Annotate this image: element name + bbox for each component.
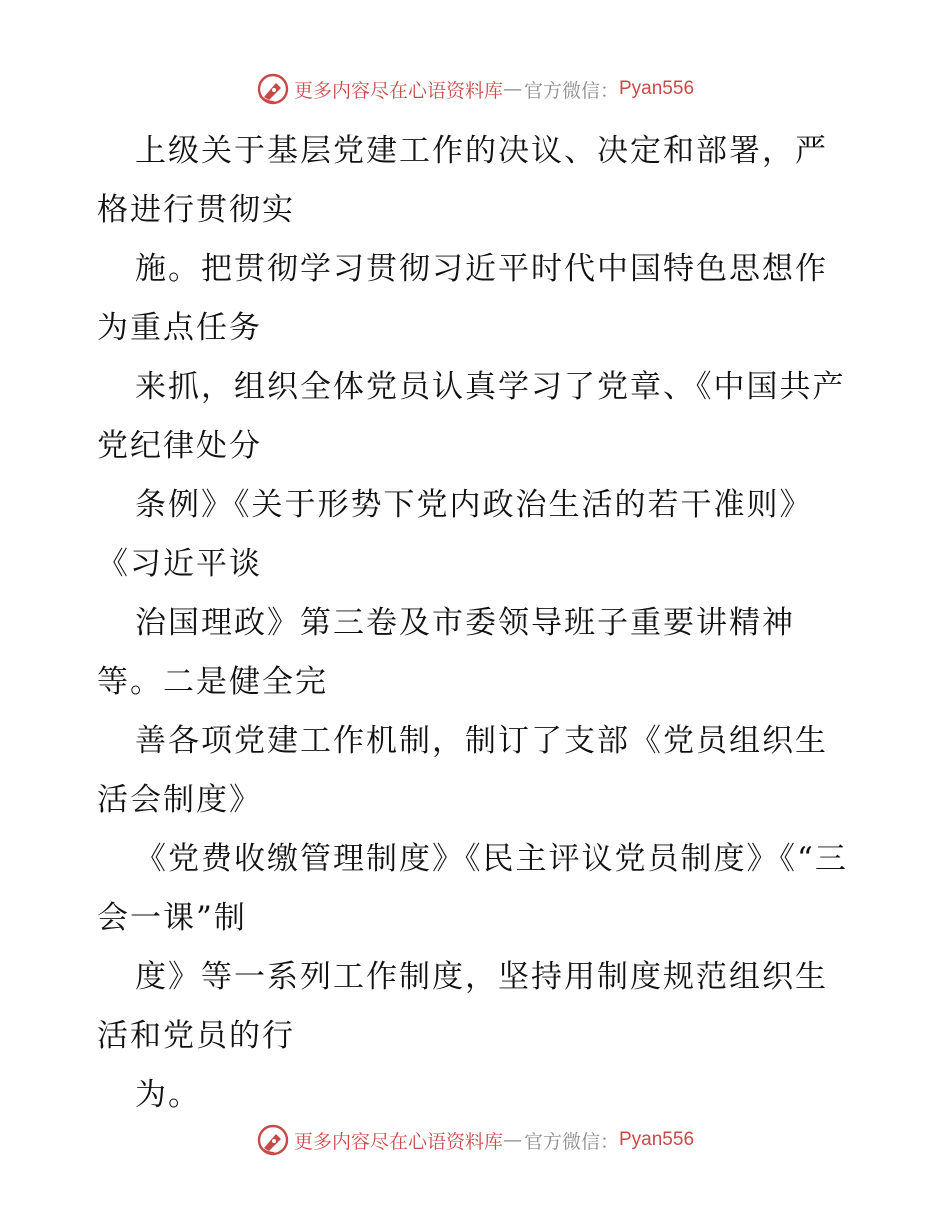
header-banner bbox=[0, 69, 950, 109]
footer-brand-text: 更多内容尽在心语资料库 bbox=[293, 1130, 503, 1153]
paragraph: 上级关于基层党建工作的决议、决定和部署，严格进行贯彻实 bbox=[97, 133, 828, 228]
paragraph: 条例》《关于形势下党内政治生活的若干准则》《习近平谈 bbox=[97, 487, 813, 582]
header-wechat-label: 官方微信： bbox=[523, 79, 619, 102]
paragraph: 善各项党建工作机制，制订了支部《党员组织生活会制度》 bbox=[97, 723, 828, 818]
header-wechat-id: Pyan556 bbox=[619, 78, 695, 99]
footer-banner bbox=[0, 1120, 950, 1160]
header-brand-text: 更多内容尽在心语资料库 bbox=[293, 79, 503, 102]
footer-wechat-id: Pyan556 bbox=[619, 1129, 695, 1150]
paragraph: 治国理政》第三卷及市委领导班子重要讲精神等。二是健全完 bbox=[97, 605, 795, 700]
pen-nib-logo-icon bbox=[256, 72, 290, 106]
paragraph: 为。 bbox=[135, 1077, 201, 1113]
pen-nib-logo-icon bbox=[256, 1123, 290, 1157]
paragraph: 来抓，组织全体党员认真学习了党章、《中国共产党纪律处分 bbox=[97, 369, 846, 464]
paragraph: 度》等一系列工作制度，坚持用制度规范组织生活和党员的行 bbox=[97, 959, 828, 1054]
paragraph: 《党费收缴管理制度》《民主评议党员制度》《“三会一课”制 bbox=[97, 841, 848, 936]
paragraph: 施。把贯彻学习贯彻习近平时代中国特色思想作为重点任务 bbox=[97, 251, 828, 346]
header-separator: — bbox=[502, 78, 522, 100]
footer-wechat-label: 官方微信： bbox=[523, 1130, 619, 1153]
footer-separator: — bbox=[502, 1129, 522, 1151]
document-body bbox=[97, 122, 857, 1125]
